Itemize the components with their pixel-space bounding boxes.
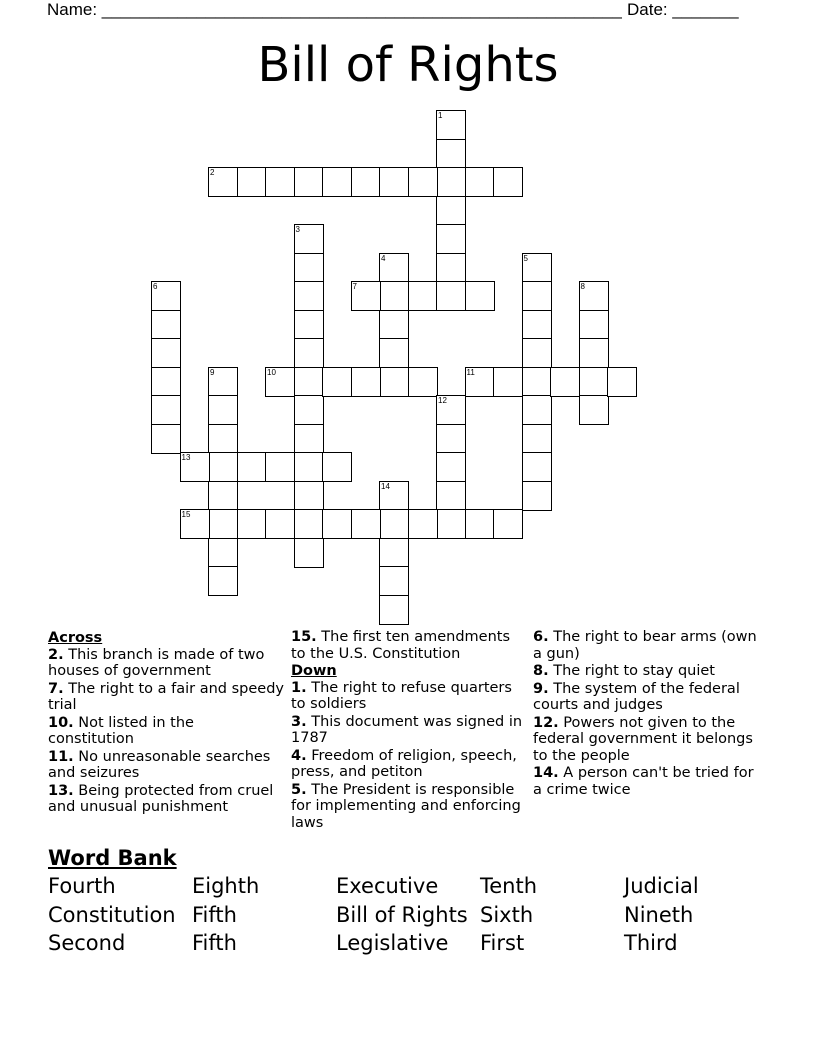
clue-text: Not listed in the constitution [48, 714, 194, 747]
clue-number-label: 5 [523, 253, 528, 263]
crossword-cell[interactable] [265, 452, 295, 482]
crossword-cell[interactable] [151, 310, 181, 340]
crossword-cell[interactable] [208, 566, 238, 596]
clue-number-label: 8 [580, 282, 585, 291]
crossword-cell[interactable] [436, 224, 466, 254]
crossword-cell[interactable] [294, 424, 324, 454]
clue-down-6 [533, 629, 765, 662]
crossword-cell[interactable] [379, 167, 409, 197]
crossword-cell[interactable] [379, 566, 409, 596]
clue-text: The right to refuse quarters to soldiers [291, 679, 512, 712]
clue-number: 6. [533, 629, 549, 645]
clue-number: 14. [533, 765, 559, 781]
crossword-cell[interactable] [151, 338, 181, 368]
clue-number-label: 13 [181, 453, 191, 462]
clue-down-3 [291, 714, 527, 747]
clue-across-13 [48, 783, 284, 816]
crossword-cell[interactable] [493, 167, 523, 197]
crossword-cell[interactable] [522, 310, 552, 340]
word-bank-word: Fourth [48, 874, 116, 898]
crossword-cell[interactable] [408, 281, 438, 311]
crossword-cell[interactable] [237, 167, 267, 197]
name-field[interactable]: Name: _______________________________________________________ [47, 0, 622, 19]
crossword-cell[interactable] [522, 424, 552, 454]
crossword-cell[interactable] [522, 281, 552, 311]
clue-number-label: 6 [153, 282, 158, 291]
clue-text: The right to a fair and speedy trial [48, 680, 284, 713]
crossword-cell[interactable] [408, 367, 438, 397]
crossword-cell[interactable] [379, 310, 409, 340]
crossword-cell[interactable] [208, 424, 238, 454]
clue-number: 2. [48, 646, 64, 663]
clue-down-14 [533, 765, 765, 798]
crossword-cell[interactable] [294, 167, 324, 197]
crossword-cell[interactable] [436, 110, 466, 140]
clue-number: 5. [291, 781, 307, 798]
crossword-cell[interactable] [265, 367, 295, 397]
crossword-cell[interactable] [465, 167, 495, 197]
crossword-cell[interactable] [322, 367, 352, 397]
crossword-cell[interactable] [436, 481, 466, 511]
clue-number: 8. [533, 663, 549, 679]
clue-number: 13. [48, 782, 74, 799]
crossword-cell[interactable] [208, 167, 238, 197]
crossword-cell[interactable] [436, 253, 466, 283]
clue-down-4 [291, 748, 527, 781]
crossword-cell[interactable] [294, 338, 324, 368]
word-bank-word: Legislative [336, 931, 449, 955]
word-bank-word: Fifth [192, 931, 237, 955]
crossword-cell[interactable] [294, 481, 324, 511]
crossword-cell[interactable] [579, 310, 609, 340]
crossword-cell[interactable] [379, 481, 409, 511]
crossword-cell[interactable] [579, 281, 609, 311]
clue-down-12 [533, 715, 765, 765]
crossword-cell[interactable] [294, 224, 324, 254]
word-bank-word: Sixth [480, 903, 534, 927]
crossword-cell[interactable] [493, 367, 523, 397]
clue-text: The first ten amendments to the U.S. Constitution [291, 629, 511, 662]
clue-text: The President is responsible for implementing and enforcing laws [291, 781, 521, 831]
crossword-cell[interactable] [522, 452, 552, 482]
crossword-cell[interactable] [522, 253, 552, 283]
clue-number-label: 4 [381, 253, 386, 263]
word-bank-word: Eighth [192, 874, 260, 898]
word-bank-word: Tenth [480, 874, 538, 898]
crossword-cell[interactable] [294, 253, 324, 283]
word-bank-word: Bill of Rights [336, 903, 468, 927]
word-bank-word: Third [624, 931, 678, 955]
crossword-cell[interactable] [237, 509, 267, 539]
clues-column-2 [291, 629, 527, 832]
crossword-cell[interactable] [607, 367, 637, 397]
crossword-cell[interactable] [550, 367, 580, 397]
crossword-cell[interactable] [208, 367, 238, 397]
clue-text: This document was signed in 1787 [291, 713, 523, 746]
word-bank-word: Judicial [624, 874, 699, 898]
word-bank-title: Word Bank [48, 846, 177, 870]
crossword-cell[interactable] [208, 481, 238, 511]
crossword-cell[interactable] [379, 253, 409, 283]
clue-text: This branch is made of two houses of government [48, 646, 265, 679]
crossword-cell[interactable] [493, 509, 523, 539]
crossword-cell[interactable] [379, 281, 409, 311]
crossword-cell[interactable] [151, 281, 181, 311]
crossword-cell[interactable] [408, 167, 438, 197]
clue-text: Freedom of religion, speech, press, and petiton [291, 747, 517, 780]
clue-number: 1. [291, 679, 307, 696]
across-heading: Across [48, 630, 103, 646]
clue-text: The right to stay quiet [553, 663, 715, 679]
clues-column-3 [533, 629, 765, 799]
clue-number: 3. [291, 713, 307, 730]
crossword-cell[interactable] [522, 338, 552, 368]
crossword-cell[interactable] [265, 167, 295, 197]
clue-number: 12. [533, 714, 559, 731]
date-field[interactable]: Date: _______ [627, 0, 739, 19]
crossword-cell[interactable] [180, 509, 210, 539]
word-bank-word: Constitution [48, 903, 176, 927]
clue-down-5 [291, 782, 527, 832]
crossword-cell[interactable] [379, 509, 409, 539]
word-bank-word: Executive [336, 874, 439, 898]
crossword-cell[interactable] [465, 509, 495, 539]
crossword-cell[interactable] [522, 367, 552, 397]
clue-text: The right to bear arms (own a gun) [533, 629, 757, 662]
clue-number-label: 1 [438, 111, 443, 120]
crossword-cell[interactable] [151, 367, 181, 397]
crossword-cell[interactable] [351, 167, 381, 197]
crossword-cell[interactable] [237, 452, 267, 482]
crossword-cell[interactable] [208, 538, 238, 568]
clue-number-label: 3 [295, 225, 300, 234]
crossword-cell[interactable] [436, 139, 466, 169]
crossword-cell[interactable] [151, 424, 181, 454]
word-bank-word: First [480, 931, 525, 955]
crossword-cell[interactable] [436, 281, 466, 311]
clue-down-1 [291, 680, 527, 713]
crossword-cell[interactable] [351, 281, 381, 311]
word-bank-word: Fifth [192, 903, 237, 927]
crossword-cell[interactable] [208, 452, 238, 482]
clue-number: 4. [291, 747, 307, 764]
clue-down-9 [533, 681, 765, 714]
clue-across-2 [48, 647, 284, 680]
crossword-cell[interactable] [294, 395, 324, 425]
crossword-cell[interactable] [294, 509, 324, 539]
crossword-cell[interactable] [180, 452, 210, 482]
crossword-cell[interactable] [522, 481, 552, 511]
crossword-cell[interactable] [379, 538, 409, 568]
crossword-cell[interactable] [379, 595, 409, 625]
page-title: Bill of Rights [257, 37, 559, 93]
clue-text: Powers not given to the federal government it belongs to the people [533, 714, 753, 764]
clue-across-10 [48, 715, 284, 748]
crossword-cell[interactable] [436, 509, 466, 539]
word-bank-word: Second [48, 931, 126, 955]
crossword-cell[interactable] [436, 424, 466, 454]
crossword-cell[interactable] [322, 509, 352, 539]
crossword-cell[interactable] [151, 395, 181, 425]
clue-down-8 [533, 663, 765, 680]
crossword-cell[interactable] [436, 395, 466, 425]
clue-number-label: 7 [352, 282, 357, 291]
clue-text: The system of the federal courts and judges [533, 680, 740, 713]
crossword-cell[interactable] [436, 196, 466, 226]
crossword-cell[interactable] [408, 509, 438, 539]
clues-column-1 [48, 629, 284, 817]
clue-text: A person can't be tried for a crime twice [533, 765, 754, 798]
crossword-cell[interactable] [522, 395, 552, 425]
crossword-cell[interactable] [351, 367, 381, 397]
crossword-cell[interactable] [465, 367, 495, 397]
clue-number-label: 12 [438, 396, 447, 405]
clue-text: Being protected from cruel and unusual punishment [48, 782, 274, 815]
crossword-cell[interactable] [294, 452, 324, 482]
down-heading: Down [291, 663, 337, 679]
crossword-cell[interactable] [322, 167, 352, 197]
crossword-cell[interactable] [294, 538, 324, 568]
word-bank-word: Nineth [624, 903, 694, 927]
clue-across-15 [291, 629, 527, 662]
crossword-cell[interactable] [436, 452, 466, 482]
clue-number: 11. [48, 748, 74, 765]
clue-number: 9. [533, 680, 549, 697]
crossword-cell[interactable] [379, 338, 409, 368]
crossword-cell[interactable] [379, 367, 409, 397]
crossword-cell[interactable] [465, 281, 495, 311]
clue-number-label: 2 [210, 168, 215, 177]
clue-number: 7. [48, 680, 64, 697]
crossword-cell[interactable] [436, 167, 466, 197]
crossword-cell[interactable] [208, 509, 238, 539]
clue-number-label: 10 [267, 367, 276, 377]
clue-number: 15. [291, 629, 317, 645]
crossword-cell[interactable] [351, 509, 381, 539]
crossword-cell[interactable] [579, 395, 609, 425]
crossword-cell[interactable] [265, 509, 295, 539]
clue-number-label: 11 [466, 367, 475, 377]
clue-number-label: 15 [181, 510, 191, 519]
crossword-cell[interactable] [579, 367, 609, 397]
crossword-cell[interactable] [294, 310, 324, 340]
crossword-cell[interactable] [294, 367, 324, 397]
clue-text: No unreasonable searches and seizures [48, 748, 271, 781]
crossword-cell[interactable] [579, 338, 609, 368]
crossword-cell[interactable] [208, 395, 238, 425]
clue-across-7 [48, 681, 284, 714]
clue-number-label: 14 [381, 481, 390, 491]
crossword-cell[interactable] [322, 452, 352, 482]
clue-across-11 [48, 749, 284, 782]
clue-number: 10. [48, 714, 74, 731]
clue-number-label: 9 [210, 367, 215, 377]
crossword-cell[interactable] [294, 281, 324, 311]
